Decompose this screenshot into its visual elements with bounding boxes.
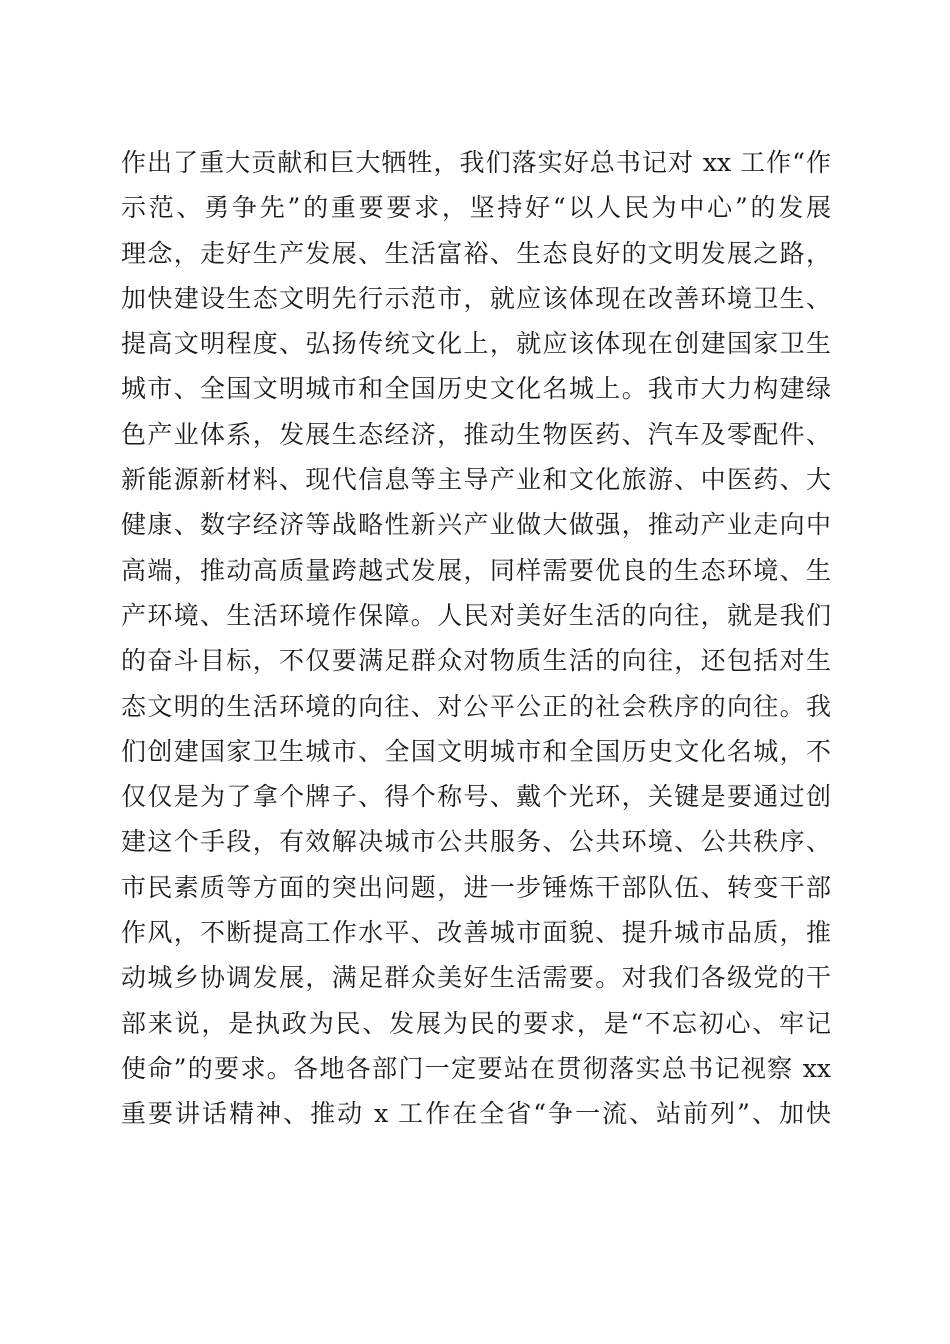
text-line-21: 使命”的要求。各地各部门一定要站在贯彻落实总书记视察 xx [121, 1053, 831, 1083]
text-line-14: 们创建国家卫生城市、全国文明城市和全国历史文化名城，不 [121, 736, 831, 766]
text-line-22: 重要讲话精神、推动 x 工作在全省“争一流、站前列”、加快 [121, 1099, 831, 1129]
text-line-8: 新能源新材料、现代信息等主导产业和文化旅游、中医药、大 [121, 465, 831, 495]
text-line-18: 作风，不断提高工作水平、改善城市面貌、提升城市品质，推 [121, 918, 831, 948]
text-line-4: 加快建设生态文明先行示范市，就应该体现在改善环境卫生、 [121, 283, 831, 313]
text-line-10: 高端，推动高质量跨越式发展，同样需要优良的生态环境、生 [121, 555, 831, 585]
text-line-20: 部来说，是执政为民、发展为民的要求，是“不忘初心、牢记 [121, 1008, 831, 1038]
text-line-5: 提高文明程度、弘扬传统文化上，就应该体现在创建国家卫生 [121, 329, 831, 359]
text-line-11: 产环境、生活环境作保障。人民对美好生活的向往，就是我们 [121, 600, 831, 630]
text-line-9: 健康、数字经济等战略性新兴产业做大做强，推动产业走向中 [121, 510, 831, 540]
text-line-13: 态文明的生活环境的向往、对公平公正的社会秩序的向往。我 [121, 691, 831, 721]
text-line-1: 作出了重大贡献和巨大牺牲，我们落实好总书记对 xx 工作“作 [121, 148, 831, 177]
text-line-7: 色产业体系，发展生态经济，推动生物医药、汽车及零配件、 [121, 419, 831, 449]
text-line-16: 建这个手段，有效解决城市公共服务、公共环境、公共秩序、 [121, 827, 831, 857]
text-line-12: 的奋斗目标，不仅要满足群众对物质生活的向往，还包括对生 [121, 646, 831, 676]
text-line-6: 城市、全国文明城市和全国历史文化名城上。我市大力构建绿 [121, 374, 831, 404]
body-paragraph [121, 140, 831, 1137]
text-line-19: 动城乡协调发展，满足群众美好生活需要。对我们各级党的干 [121, 963, 831, 993]
text-line-2: 示范、勇争先”的重要要求，坚持好“以人民为中心”的发展 [121, 193, 831, 223]
text-line-17: 市民素质等方面的突出问题，进一步锤炼干部队伍、转变干部 [121, 872, 831, 902]
text-line-3: 理念，走好生产发展、生活富裕、生态良好的文明发展之路， [121, 238, 831, 268]
text-line-15: 仅仅是为了拿个牌子、得个称号、戴个光环，关键是要通过创 [121, 782, 831, 812]
